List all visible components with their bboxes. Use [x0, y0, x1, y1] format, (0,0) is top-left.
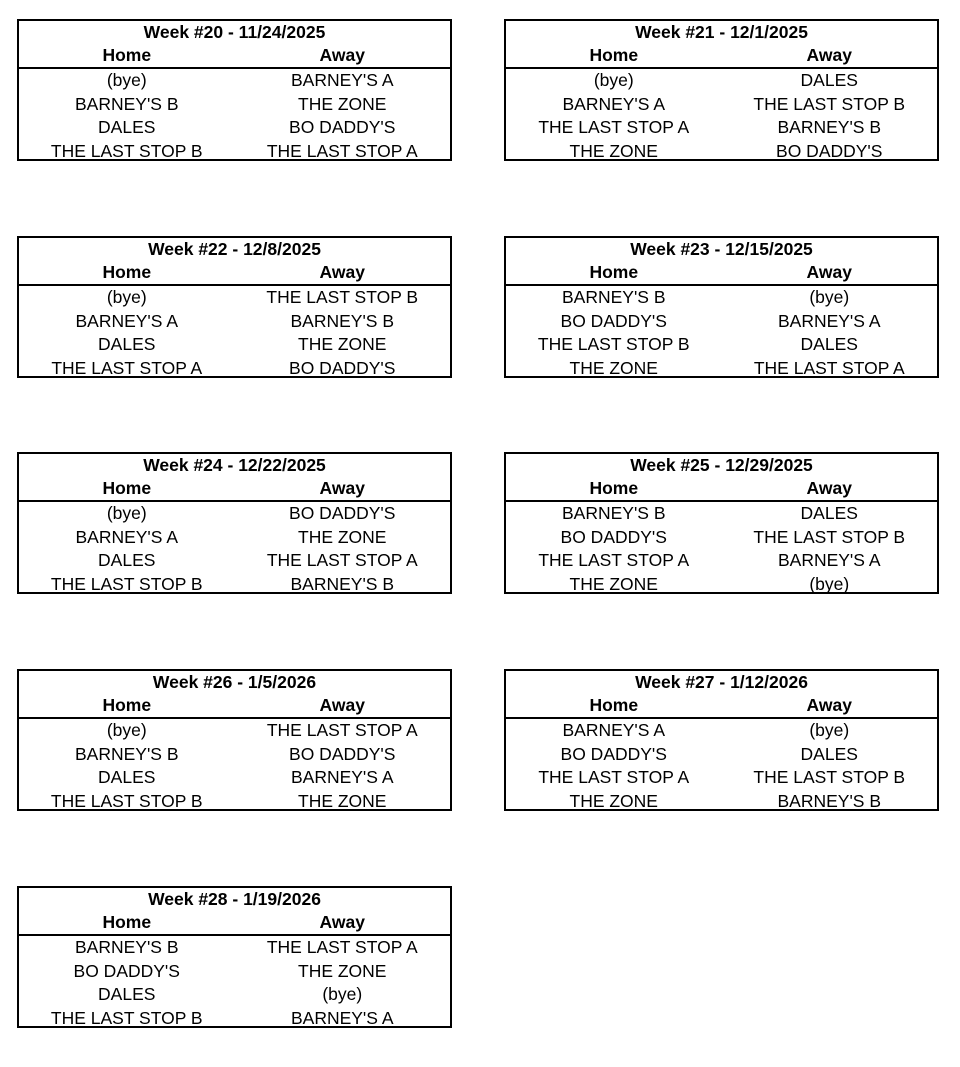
home-team: BARNEY'S A: [562, 720, 666, 740]
week-title: Week #21 - 12/1/2025: [635, 22, 808, 42]
away-team: DALES: [800, 70, 858, 90]
match-row: [19, 1007, 450, 1031]
match-row: [19, 960, 450, 984]
away-team: BARNEY'S B: [290, 310, 394, 331]
away-header: Away: [319, 912, 365, 932]
home-team: THE LAST STOP A: [538, 550, 690, 570]
home-team: THE ZONE: [569, 357, 658, 378]
away-team: BO DADDY'S: [289, 357, 396, 378]
match-row: [506, 549, 937, 573]
home-team: BARNEY'S B: [74, 937, 179, 957]
table-header: [506, 694, 937, 719]
table-header: [506, 44, 937, 69]
match-row: [506, 333, 937, 357]
away-team: THE LAST STOP A: [266, 550, 418, 570]
home-team: (bye): [106, 720, 147, 740]
match-row: [506, 116, 937, 140]
home-team: DALES: [98, 767, 156, 787]
week-title: Week #24 - 12/22/2025: [143, 455, 326, 475]
home-team: BARNEY'S B: [74, 93, 179, 114]
away-team: DALES: [800, 743, 858, 764]
home-header: Home: [102, 45, 152, 65]
away-team: BARNEY'S B: [777, 790, 881, 811]
home-team: THE ZONE: [569, 790, 658, 811]
home-team: BARNEY'S A: [75, 310, 179, 331]
home-team: THE LAST STOP A: [538, 767, 690, 787]
home-team: DALES: [98, 550, 156, 570]
away-header: Away: [319, 262, 365, 282]
home-team: (bye): [106, 70, 147, 90]
away-team: THE ZONE: [298, 526, 387, 547]
table-header: [19, 261, 450, 286]
home-team: BO DADDY'S: [560, 310, 667, 331]
match-row: [19, 502, 450, 526]
home-header: Home: [589, 478, 639, 498]
week-table: [504, 452, 939, 594]
away-team: THE LAST STOP B: [753, 526, 906, 547]
table-header: [506, 477, 937, 502]
week-table: [17, 886, 452, 1028]
away-team: BO DADDY'S: [289, 743, 396, 764]
match-row: [19, 69, 450, 93]
home-header: Home: [102, 695, 152, 715]
home-header: Home: [102, 478, 152, 498]
away-team: THE LAST STOP A: [266, 937, 418, 957]
away-team: THE LAST STOP B: [266, 287, 419, 307]
match-row: [506, 526, 937, 550]
away-header: Away: [319, 695, 365, 715]
table-header: [19, 911, 450, 936]
week-title: Week #28 - 1/19/2026: [148, 889, 321, 909]
home-team: THE LAST STOP B: [50, 140, 203, 161]
match-row: [506, 140, 937, 164]
away-team: BO DADDY'S: [776, 140, 883, 161]
match-row: [19, 549, 450, 573]
week-table: [17, 19, 452, 161]
match-row: [19, 743, 450, 767]
match-row: [506, 719, 937, 743]
week-title: Week #23 - 12/15/2025: [630, 239, 813, 259]
home-team: DALES: [98, 984, 156, 1004]
home-team: BARNEY'S A: [75, 526, 179, 547]
home-team: THE LAST STOP B: [50, 573, 203, 594]
week-title: Week #26 - 1/5/2026: [152, 672, 317, 692]
home-team: BARNEY'S B: [561, 287, 666, 307]
away-header: Away: [319, 45, 365, 65]
match-row: [19, 983, 450, 1007]
week-title: Week #22 - 12/8/2025: [148, 239, 321, 259]
match-row: [19, 526, 450, 550]
table-header: [19, 44, 450, 69]
home-team: THE ZONE: [569, 140, 658, 161]
week-table: [17, 236, 452, 378]
match-row: [19, 719, 450, 743]
home-header: Home: [102, 912, 152, 932]
away-header: Away: [319, 478, 365, 498]
match-row: [506, 93, 937, 117]
home-team: THE ZONE: [569, 573, 658, 594]
week-table: [504, 236, 939, 378]
away-team: (bye): [322, 984, 363, 1004]
away-team: BARNEY'S A: [290, 767, 394, 787]
away-team: BARNEY'S A: [777, 310, 881, 331]
home-team: THE LAST STOP A: [51, 357, 203, 378]
home-team: BO DADDY'S: [560, 743, 667, 764]
week-table: [17, 669, 452, 811]
match-row: [19, 333, 450, 357]
home-team: (bye): [106, 287, 147, 307]
match-row: [19, 140, 450, 164]
home-team: BARNEY'S A: [562, 93, 666, 114]
match-row: [19, 766, 450, 790]
match-row: [19, 93, 450, 117]
home-header: Home: [102, 262, 152, 282]
match-row: [19, 573, 450, 597]
away-header: Away: [806, 45, 852, 65]
home-header: Home: [589, 45, 639, 65]
home-team: BO DADDY'S: [560, 526, 667, 547]
home-header: Home: [589, 695, 639, 715]
away-team: THE ZONE: [298, 960, 387, 981]
home-team: BARNEY'S B: [74, 743, 179, 764]
match-row: [19, 116, 450, 140]
week-table: [504, 19, 939, 161]
away-team: THE LAST STOP A: [753, 357, 905, 378]
home-team: THE LAST STOP A: [538, 117, 690, 137]
home-team: (bye): [593, 70, 634, 90]
away-team: BARNEY'S B: [290, 573, 394, 594]
week-title: Week #20 - 11/24/2025: [143, 22, 326, 42]
match-row: [506, 502, 937, 526]
match-row: [506, 310, 937, 334]
table-header: [19, 694, 450, 719]
home-team: BARNEY'S B: [561, 503, 666, 523]
home-team: (bye): [106, 503, 147, 523]
home-team: BO DADDY'S: [73, 960, 180, 981]
match-row: [19, 357, 450, 381]
away-team: BO DADDY'S: [289, 117, 396, 137]
away-team: THE LAST STOP B: [753, 93, 906, 114]
match-row: [19, 936, 450, 960]
away-team: THE LAST STOP A: [266, 140, 418, 161]
match-row: [19, 310, 450, 334]
away-header: Away: [806, 478, 852, 498]
away-header: Away: [806, 262, 852, 282]
home-header: Home: [589, 262, 639, 282]
week-title: Week #27 - 1/12/2026: [635, 672, 808, 692]
away-team: BARNEY'S B: [777, 117, 881, 137]
away-team: BARNEY'S A: [290, 1007, 394, 1028]
table-header: [506, 261, 937, 286]
away-team: THE LAST STOP B: [753, 767, 906, 787]
match-row: [506, 743, 937, 767]
home-team: DALES: [98, 334, 156, 354]
away-team: BARNEY'S A: [290, 70, 394, 90]
match-row: [506, 790, 937, 814]
match-row: [506, 286, 937, 310]
week-table: [504, 669, 939, 811]
week-title: Week #25 - 12/29/2025: [630, 455, 813, 475]
away-team: THE ZONE: [298, 93, 387, 114]
away-team: BARNEY'S A: [777, 550, 881, 570]
away-team: DALES: [800, 334, 858, 354]
away-team: THE LAST STOP A: [266, 720, 418, 740]
home-team: THE LAST STOP B: [50, 790, 203, 811]
away-team: (bye): [809, 287, 850, 307]
match-row: [19, 286, 450, 310]
table-header: [19, 477, 450, 502]
away-team: (bye): [809, 573, 850, 594]
away-team: THE ZONE: [298, 790, 387, 811]
away-header: Away: [806, 695, 852, 715]
away-team: DALES: [800, 503, 858, 523]
away-team: BO DADDY'S: [289, 503, 396, 523]
home-team: DALES: [98, 117, 156, 137]
match-row: [19, 790, 450, 814]
away-team: THE ZONE: [298, 334, 387, 354]
week-table: [17, 452, 452, 594]
match-row: [506, 573, 937, 597]
home-team: THE LAST STOP B: [50, 1007, 203, 1028]
away-team: (bye): [809, 720, 850, 740]
match-row: [506, 69, 937, 93]
home-team: THE LAST STOP B: [537, 334, 690, 354]
match-row: [506, 766, 937, 790]
match-row: [506, 357, 937, 381]
